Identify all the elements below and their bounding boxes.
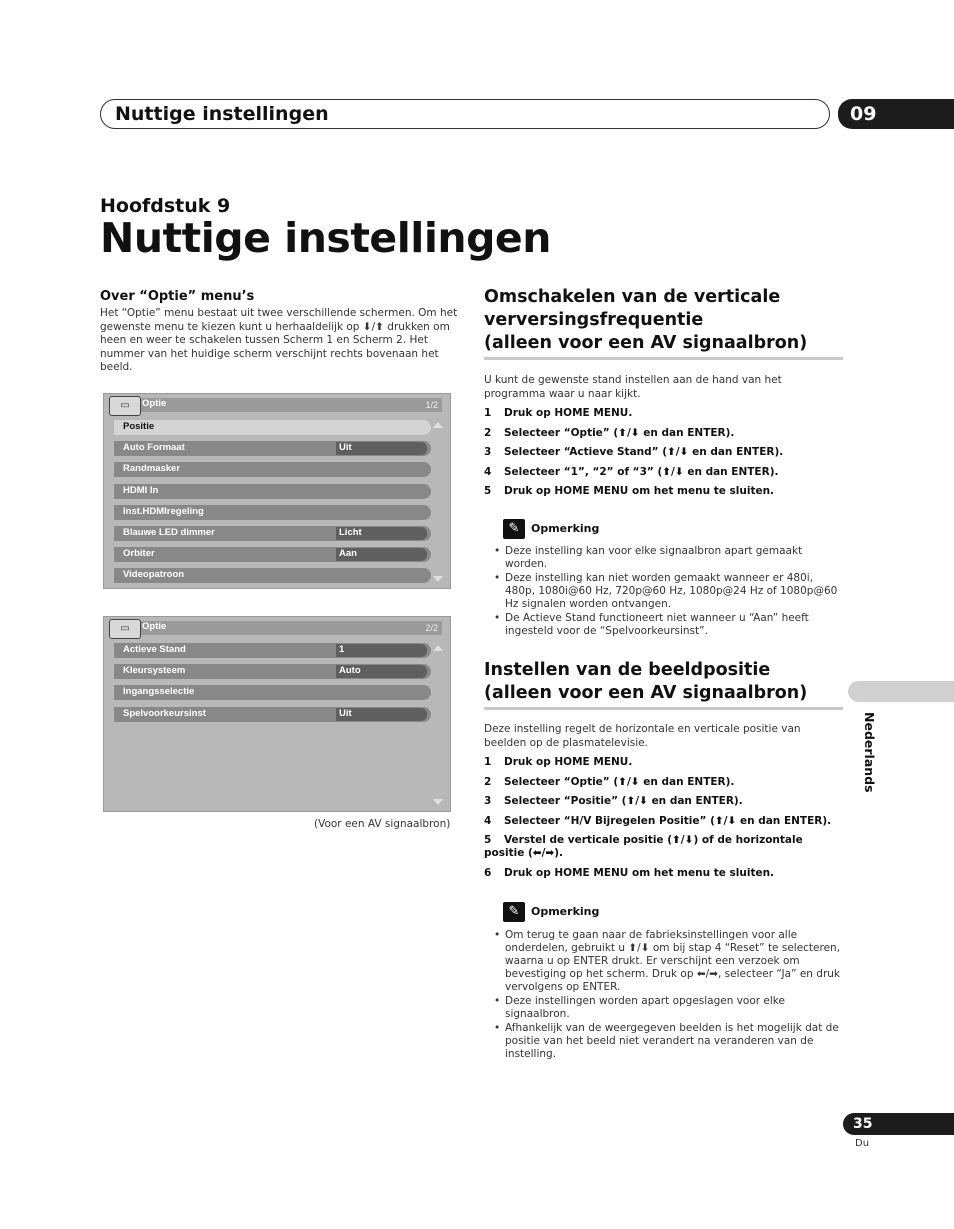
step-item <box>484 485 844 498</box>
note-label: Opmerking <box>531 522 600 535</box>
step-number: 2 <box>484 775 492 788</box>
pencil-note-icon: ✎ <box>503 902 525 922</box>
menu-row[interactable] <box>114 484 431 499</box>
step-text: Druk op HOME MENU. <box>504 407 633 419</box>
step-text: Verstel de verticale positie (⬆/⬇) of de horizontale positie (⬅/➡). <box>484 834 803 859</box>
menu-row-label: Orbiter <box>123 548 155 560</box>
section2-intro: Deze instelling regelt de horizontale en verticale positie van beelden op de plasmatelevisie. <box>484 723 801 749</box>
note-item: • Afhankelijk van de weergegeven beelden is het mogelijk dat de positie van het beeld niet verandert na veranderen van de instelling. <box>494 1022 844 1061</box>
menu-page-indicator: 2/2 <box>425 623 438 633</box>
section2-heading-line: (alleen voor een AV signaalbron) <box>484 683 808 703</box>
note-item: • Deze instellingen worden apart opgeslagen voor elke signaalbron. <box>494 995 844 1021</box>
step-item <box>484 446 844 459</box>
section2-heading <box>484 659 844 705</box>
menu-row-label: Ingangsselectie <box>123 686 195 698</box>
menu-row[interactable] <box>114 505 431 520</box>
tv-menu-icon: ▭ <box>109 396 141 416</box>
left-paragraph: Het “Optie” menu bestaat uit twee verschillende schermen. Om het gewenste menu te kiezen kunt u herhaaldelijk op ⬇/⬆ drukken om heen en weer te schakelen tussen Scherm 1 en Scherm 2. Het nummer van het huidige scherm verschijnt rechts bovenaan het beeld. <box>100 307 458 373</box>
menu-row-label: Inst.HDMIregeling <box>123 505 204 517</box>
step-text: Selecteer “Positie” (⬆/⬇ en dan ENTER). <box>504 795 743 807</box>
note-item: • Deze instelling kan voor elke signaalbron apart gemaakt worden. <box>494 545 844 571</box>
step-number: 5 <box>484 834 492 846</box>
section1-heading-line: verversingsfrequentie <box>484 310 704 330</box>
step-text: Druk op HOME MENU. <box>504 756 633 768</box>
step-item <box>484 407 844 420</box>
step-text: Druk op HOME MENU om het menu te sluiten. <box>504 485 775 497</box>
step-number: 4 <box>484 814 492 827</box>
step-number: 1 <box>484 756 492 768</box>
menu-row-label: Videopatroon <box>123 569 185 581</box>
menu-row-value-box <box>336 548 427 561</box>
menu-row-label: Auto Formaat <box>123 442 185 454</box>
section2-steps <box>484 756 844 886</box>
menu-row-value: Uit <box>339 707 352 719</box>
chapter-number-badge: 09 <box>838 99 954 129</box>
menu-title: Optie <box>142 621 167 632</box>
scroll-up-icon[interactable] <box>433 422 443 428</box>
option-menu-screen-1 <box>103 393 451 589</box>
step-item <box>484 776 844 789</box>
page-language-code: Du <box>855 1138 870 1149</box>
step-text: Selecteer “H/V Bijregelen Positie” (⬆/⬇ en dan ENTER). <box>504 814 832 827</box>
header-title: Nuttige instellingen <box>115 103 329 125</box>
step-number: 3 <box>484 795 492 807</box>
menu-title: Optie <box>142 398 167 409</box>
step-item <box>484 867 844 880</box>
note-item: • De Actieve Stand functioneert niet wanneer u “Aan” heeft ingesteld voor de “Spelvoorkeursinst”. <box>494 612 844 638</box>
menu-row-value-box <box>336 708 427 721</box>
menu-row-value: Uit <box>339 442 352 454</box>
menu-row[interactable] <box>114 526 431 541</box>
menu-row-value: 1 <box>339 644 345 655</box>
section1-intro: U kunt de gewenste stand instellen aan de hand van het programma waar u naar kijkt. <box>484 374 782 400</box>
chapter-label: Hoofdstuk 9 <box>100 195 231 217</box>
left-heading: Over “Optie” menu’s <box>100 289 255 304</box>
step-number: 5 <box>484 485 492 497</box>
section1-heading <box>484 286 844 355</box>
step-text: Selecteer “Optie” (⬆/⬇ en dan ENTER). <box>504 426 735 439</box>
step-item <box>484 834 844 860</box>
menu-row[interactable] <box>114 685 431 700</box>
menu-row[interactable] <box>114 568 431 583</box>
language-tab-label: Nederlands <box>862 712 877 793</box>
chapter-title: Nuttige instellingen <box>100 214 551 262</box>
menu-row-label: Actieve Stand <box>123 644 186 655</box>
section2-notes <box>494 929 844 1062</box>
step-item <box>484 815 844 828</box>
section1-notes <box>494 545 844 639</box>
menu-row-label: Blauwe LED dimmer <box>123 527 215 538</box>
note-item: • Om terug te gaan naar de fabrieksinstellingen voor alle onderdelen, gebruikt u ⬆/⬇ om bij stap 4 “Reset” te selecteren, waarna u op ENTER drukt. Er verschijnt een verzoek om bevestiging op het scherm. Druk op ⬅/➡, selecteer “Ja” en druk vervolgens op ENTER. <box>494 929 844 994</box>
menu-row-value-box <box>336 665 427 678</box>
menu-row-label: Randmasker <box>123 463 181 475</box>
menu-row-value: Aan <box>339 548 357 560</box>
step-number: 3 <box>484 446 492 458</box>
menu-page-indicator: 1/2 <box>425 400 438 410</box>
section1-rule <box>484 357 843 360</box>
section1-heading-line: (alleen voor een AV signaalbron) <box>484 333 808 353</box>
section1-heading-line: Omschakelen van de verticale <box>484 287 781 307</box>
menu-row[interactable] <box>114 664 431 679</box>
step-number: 2 <box>484 426 492 439</box>
menu-row[interactable] <box>114 547 431 562</box>
step-text: Druk op HOME MENU om het menu te sluiten. <box>504 866 775 879</box>
section1-steps <box>484 407 844 505</box>
menu-row[interactable] <box>114 441 431 456</box>
menu-row[interactable] <box>114 462 431 477</box>
pencil-note-icon: ✎ <box>503 519 525 539</box>
scroll-down-icon[interactable] <box>433 576 443 582</box>
menu-row-label: HDMI In <box>123 484 159 496</box>
menu-row-label: Kleursysteem <box>123 665 186 677</box>
scroll-down-icon[interactable] <box>433 799 443 805</box>
option-menu-screen-2 <box>103 616 451 812</box>
step-item <box>484 756 844 769</box>
menu-row[interactable] <box>114 420 431 435</box>
step-item <box>484 466 844 479</box>
scroll-up-icon[interactable] <box>433 645 443 651</box>
step-text: Selecteer “Actieve Stand” (⬆/⬇ en dan ENTER). <box>504 446 784 458</box>
menu-row-value: Auto <box>339 665 361 677</box>
menu-row[interactable] <box>114 643 431 658</box>
step-item <box>484 427 844 440</box>
tv-menu-icon: ▭ <box>109 619 141 639</box>
menu-caption: (Voor een AV signaalbron) <box>314 818 451 830</box>
step-text: Selecteer “1”, “2” of “3” (⬆/⬇ en dan ENTER). <box>504 465 779 478</box>
menu-row-value-box <box>336 442 427 455</box>
note-label: Opmerking <box>531 905 600 918</box>
step-text: Selecteer “Optie” (⬆/⬇ en dan ENTER). <box>504 775 735 788</box>
section2-note-header <box>503 902 599 922</box>
step-number: 1 <box>484 407 492 419</box>
step-number: 6 <box>484 866 492 879</box>
menu-row-value: Licht <box>339 527 362 538</box>
language-tab <box>848 681 954 702</box>
menu-row-label: Spelvoorkeursinst <box>123 707 206 719</box>
note-item: • Deze instelling kan niet worden gemaakt wanneer er 480i, 480p, 1080i@60 Hz, 720p@60 Hz, 1080p@24 Hz of 1080p@60 Hz signalen worden ontvangen. <box>494 572 844 611</box>
step-number: 4 <box>484 465 492 478</box>
menu-row-value-box <box>336 527 427 540</box>
step-item <box>484 795 844 808</box>
menu-row[interactable] <box>114 707 431 722</box>
page-number: 35 <box>843 1113 954 1135</box>
menu-row-value-box <box>336 644 427 657</box>
section1-note-header <box>503 519 599 539</box>
menu-row-label: Positie <box>123 421 155 432</box>
section2-rule <box>484 707 843 710</box>
section2-heading-line: Instellen van de beeldpositie <box>484 660 771 680</box>
